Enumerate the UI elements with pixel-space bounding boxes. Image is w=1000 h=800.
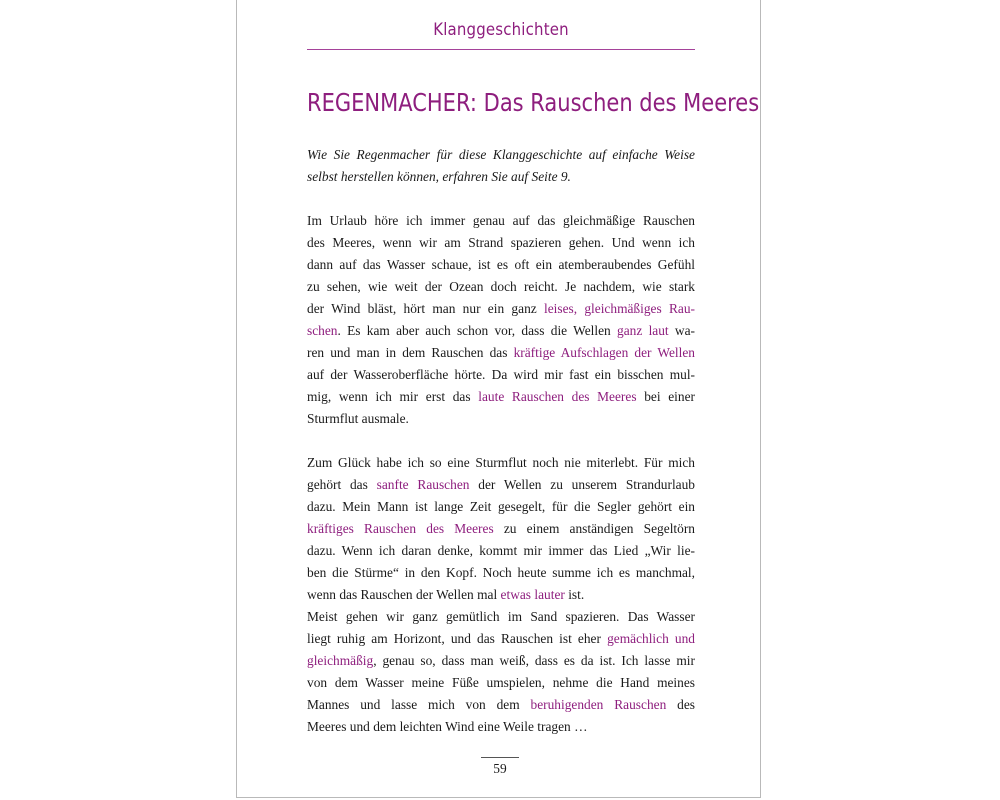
chapter-title: REGENMACHER: Das Rauschen des Meeres: [307, 88, 760, 117]
highlighted-phrase: sanfte Rauschen: [376, 477, 470, 492]
text-line: Sturmflut ausmale.: [307, 411, 409, 426]
text-line: [307, 650, 695, 672]
intro-line: Wie Sie Regenmacher für diese Klanggeschichte auf einfache Weise: [307, 147, 695, 162]
text-line: zu sehen, wie weit der Ozean doch reicht. Je nachdem, wie stark: [307, 279, 695, 294]
highlighted-phrase: gleichmäßig: [307, 653, 374, 668]
paragraph-2: [307, 452, 695, 606]
text-segment: ist.: [564, 587, 585, 602]
intro-note: [307, 144, 695, 188]
page-number: 59: [493, 761, 507, 776]
text-line: auf der Wasseroberfläche hörte. Da wird mir fast ein bisschen mul-: [307, 367, 695, 382]
text-segment: wa-: [668, 323, 696, 338]
highlighted-phrase: beruhigenden Rauschen: [530, 697, 667, 712]
text-segment: , genau so, dass man weiß, dass es da ist. Ich lasse mir: [373, 653, 695, 668]
text-line: Meeres und dem leichten Wind eine Weile tragen …: [307, 719, 588, 734]
text-line: Zum Glück habe ich so eine Sturmflut noch nie miterlebt. Für mich: [307, 455, 695, 470]
text-line: [307, 320, 695, 342]
text-line: des Meeres, wenn wir am Strand spazieren gehen. Und wenn ich: [307, 235, 695, 250]
text-segment: liegt ruhig am Horizont, und das Rauschen ist eher: [307, 631, 608, 646]
highlighted-phrase: leises, gleichmäßiges Rau-: [543, 301, 695, 316]
page-number-rule: [481, 757, 519, 758]
text-segment: Mannes und lasse mich von dem: [307, 697, 531, 712]
text-line: ben die Stürme“ in den Kopf. Noch heute summe ich es manchmal,: [307, 565, 695, 580]
book-page: [236, 0, 761, 798]
highlighted-phrase: kräftiges Rauschen des Meeres: [307, 521, 494, 536]
text-segment: der Wellen zu unserem Strandurlaub: [469, 477, 696, 492]
text-line: [307, 298, 695, 320]
text-line: Meist gehen wir ganz gemütlich im Sand spazieren. Das Wasser: [307, 609, 695, 624]
highlighted-phrase: ganz laut: [617, 323, 669, 338]
text-line: [307, 518, 695, 540]
text-segment: des: [666, 697, 695, 712]
highlighted-phrase: laute Rauschen des Meeres: [478, 389, 637, 404]
text-line: [307, 694, 695, 716]
highlighted-phrase: gemächlich und: [607, 631, 695, 646]
text-segment: zu einem anständigen Segeltörn: [493, 521, 695, 536]
highlighted-phrase: kräftige Aufschlagen der Wellen: [513, 345, 695, 360]
highlighted-phrase: etwas lauter: [500, 587, 565, 602]
text-line: [307, 342, 695, 364]
text-line: [307, 386, 695, 408]
intro-line: selbst herstellen können, erfahren Sie auf Seite 9.: [307, 169, 571, 184]
paragraph-3: [307, 606, 695, 738]
text-line: dann auf das Wasser schaue, ist es oft ein atemberaubendes Gefühl: [307, 257, 695, 272]
text-line: dazu. Wenn ich daran denke, kommt mir immer das Lied „Wir lie-: [307, 543, 695, 558]
running-head-rule: [307, 49, 695, 50]
text-segment: gehört das: [307, 477, 377, 492]
text-segment: . Es kam aber auch schon vor, dass die Wellen: [337, 323, 618, 338]
text-line: dazu. Mein Mann ist lange Zeit gesegelt, für die Segler gehört ein: [307, 499, 695, 514]
text-line: [307, 474, 695, 496]
text-line: [307, 584, 695, 606]
highlighted-phrase: schen: [307, 323, 338, 338]
text-segment: bei einer: [636, 389, 695, 404]
running-head: Klanggeschichten: [433, 20, 569, 40]
text-line: [307, 628, 695, 650]
text-segment: mig, wenn ich mir erst das: [307, 389, 479, 404]
text-segment: der Wind bläst, hört man nur ein ganz: [307, 301, 544, 316]
text-segment: wenn das Rauschen der Wellen mal: [307, 587, 501, 602]
text-line: Im Urlaub höre ich immer genau auf das gleichmäßige Rauschen: [307, 213, 695, 228]
text-segment: ren und man in dem Rauschen das: [307, 345, 514, 360]
text-line: von dem Wasser meine Füße umspielen, nehme die Hand meines: [307, 675, 695, 690]
paragraph-1: [307, 210, 695, 430]
